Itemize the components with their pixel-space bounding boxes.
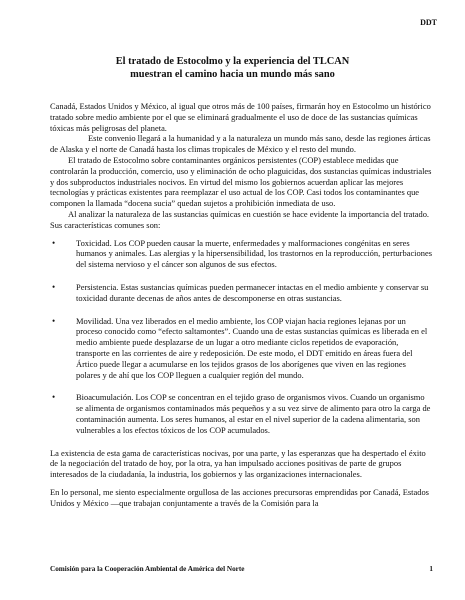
list-item-text: Movilidad. Una vez liberados en el medio ambiente, los COP viajan hacia regiones lejanas por un proceso conocido como “efecto saltamontes”. Cuando una de estas sustancias químicas es liberada en el medio ambiente puede desplazarse de un lugar a otro mediante ciclos repetidos de evaporación, transporte en las corrientes de aire y redeposición. De este modo, el DDT emitido en áreas fuera del Ártico puede llegar a acumularse en los tejidos grasos de los aborígenes que viven en las regiones polares y de ahí que los COP lleguen a cualquier región del mundo. [76, 315, 428, 380]
paragraph-tratado: El tratado de Estocolmo sobre contaminantes orgánicos persistentes (COP) establece medidas que controlarán la producción, comercio, uso y eliminación de ocho plaguicidas, dos sustancias químicas industriales y dos subproductos industriales nocivos. En virtud del mismo los gobiernos acuerdan aplicar las mejores tecnologías y prácticas existentes para reemplazar el uso actual de los COP. Casi todos los contaminantes que componen la llamada “docena sucia” quedan sujetos a prohibición inmediata de uso. [50, 154, 432, 209]
bullet-marker: • [52, 237, 56, 248]
list-item-text: Bioacumulación. Los COP se concentran en el tejido graso de organismos vivos. Cuando un organismo se alimenta de organismos contaminados más pequeños y a su vez sirve de alimento para otro la carga de contaminación aumenta. Los seres humanos, al estar en el nivel superior de la cadena alimentaria, son vulnerables a los efectos tóxicos de los COP acumulados. [76, 392, 431, 435]
paragraph-personal: En lo personal, me siento especialmente orgullosa de las acciones precursoras emprendidas por Canadá, Estados Unidos y México —que trabajan conjuntamente a través de la Comisión para la [50, 486, 429, 508]
bullet-marker: • [52, 315, 56, 326]
list-item-text: Persistencia. Estas sustancias químicas pueden permanecer intactas en el medio ambiente y conservar su toxicidad durante decenas de años antes de descomponerse en otras sustancias. [76, 281, 429, 303]
paragraph-intro: Canadá, Estados Unidos y México, al igual que otros más de 100 países, firmarán hoy en Estocolmo un histórico tratado sobre medio ambiente por el que se eliminará gradualmente el uso de doce de las sustancias químicas tóxicas más peligrosas del planeta. [50, 101, 431, 133]
list-item-persistencia [50, 282, 432, 304]
title-line-1: El tratado de Estocolmo y la experiencia del TLCAN [115, 56, 350, 67]
list-item-text: Toxicidad. Los COP pueden causar la muerte, enfermedades y malformaciones congénitas en seres humanos y animales. Las alergias y la hipersensibilidad, los trastornos en la reproducción, perturbaciones del sistema nervioso y el cáncer son algunos de sus efectos. [76, 237, 432, 270]
list-item-bioacumulacion [50, 392, 432, 435]
page-footer [50, 565, 433, 573]
list-item-toxicidad [50, 238, 432, 270]
title-line-2: muestran el camino hacia un mundo más sano [130, 68, 335, 80]
list-item-movilidad [50, 316, 432, 381]
document-title [48, 56, 417, 81]
document-body [50, 101, 432, 509]
paragraph-convenio: Este convenio llegará a la humanidad y a la naturaleza un mundo más sano, desde las regiones árticas de Alaska y el norte de Canadá hasta los climas tropicales de México y el resto del mundo. [50, 133, 431, 155]
bullet-marker: • [52, 392, 56, 403]
paragraph-existencia: La existencia de esta gama de características nocivas, por una parte, y las esperanzas que ha despertado el éxito de la negociación del tratado de hoy, por la otra, ya han impulsado acciones positivas de parte de grupos interesados de la ciudadanía, la industria, los gobiernos y las organizaciones internacionales. [50, 447, 426, 480]
characteristics-list [50, 238, 432, 436]
paragraph-analisis: Al analizar la naturaleza de las sustancias químicas en cuestión se hace evidente la importancia del tratado. Sus características comunes son: [50, 208, 430, 230]
bullet-marker: • [52, 281, 56, 292]
header-tag: DDT [420, 18, 437, 27]
footer-org: Comisión para la Cooperación Ambiental de América del Norte [50, 565, 245, 573]
page-number: 1 [429, 565, 433, 573]
